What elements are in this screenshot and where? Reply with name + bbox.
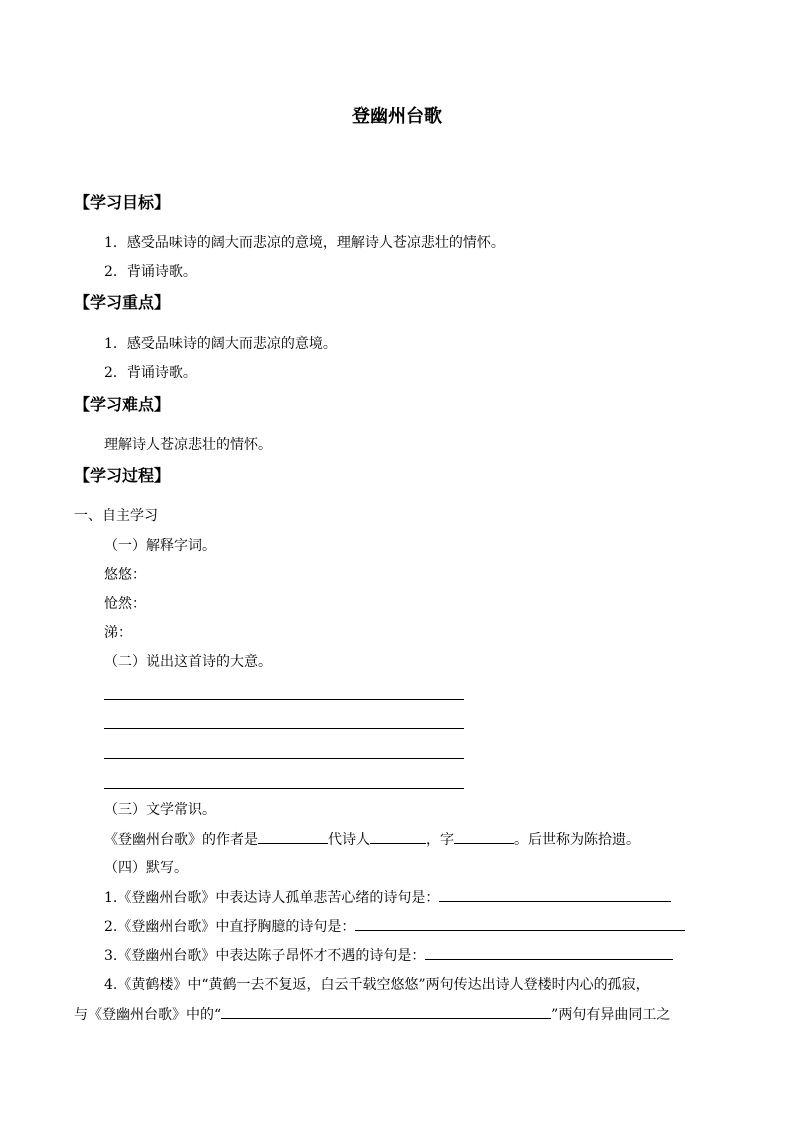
courtesy-name-blank[interactable] — [454, 831, 514, 844]
dictation-q1 — [104, 889, 671, 906]
goal-item-1: 1．感受品味诗的阔大而悲凉的意境，理解诗人苍凉悲壮的情怀。 — [104, 235, 505, 251]
goals-heading: 【学习目标】 — [74, 193, 171, 212]
answer-line-3[interactable] — [104, 758, 464, 759]
difficulties-heading: 【学习难点】 — [74, 395, 171, 414]
part-explain-words: （一）解释字词。 — [104, 538, 216, 554]
word-youyou: 悠悠： — [104, 567, 146, 583]
dictation-q4-line2 — [74, 1006, 670, 1023]
part-meaning: （二）说出这首诗的大意。 — [104, 654, 272, 670]
answer-line-4[interactable] — [104, 788, 464, 789]
key-points-heading: 【学习重点】 — [74, 293, 171, 312]
dictation-q3-text: 3.《登幽州台歌》中表达陈子昂怀才不遇的诗句是： — [104, 948, 426, 964]
word-ti: 涕： — [104, 625, 132, 641]
dictation-q1-text: 1.《登幽州台歌》中表达诗人孤单悲苦心绪的诗句是： — [104, 890, 440, 906]
page-title: 登幽州台歌 — [352, 106, 442, 127]
goal-item-2: 2．背诵诗歌。 — [104, 264, 197, 280]
dynasty-blank[interactable] — [258, 831, 328, 844]
key-point-item-1: 1．感受品味诗的阔大而悲凉的意境。 — [104, 336, 337, 352]
literature-text-1: 《登幽州台歌》的作者是 — [104, 832, 258, 848]
dictation-q3-blank[interactable] — [425, 947, 673, 960]
dictation-q4-text-b: ”两句有异曲同工之 — [551, 1007, 671, 1023]
literature-text-4: 。后世称为陈拾遗。 — [514, 832, 640, 848]
literature-text-2: 代诗人 — [328, 832, 370, 848]
process-heading: 【学习过程】 — [74, 466, 171, 485]
dictation-q4-blank[interactable] — [221, 1006, 551, 1019]
dictation-q4-line1: 4.《黄鹤楼》中“黄鹤一去不复返，白云千载空悠悠”两句传达出诗人登楼时内心的孤寂， — [104, 977, 650, 993]
dictation-q2 — [104, 918, 685, 935]
word-chuangran: 怆然： — [104, 596, 146, 612]
answer-line-2[interactable] — [104, 728, 464, 729]
section-self-study: 一、自主学习 — [74, 508, 158, 524]
poet-blank[interactable] — [370, 831, 426, 844]
part-literature: （三）文学常识。 — [104, 802, 216, 818]
literature-text-3: ，字 — [426, 832, 454, 848]
dictation-q2-blank[interactable] — [355, 918, 685, 931]
dictation-q1-blank[interactable] — [439, 889, 671, 902]
difficulties-text: 理解诗人苍凉悲壮的情怀。 — [104, 437, 272, 453]
dictation-q3 — [104, 947, 673, 964]
answer-line-1[interactable] — [104, 699, 464, 700]
literature-sentence — [104, 831, 640, 848]
part-dictation: （四）默写。 — [104, 860, 188, 876]
dictation-q2-text: 2.《登幽州台歌》中直抒胸臆的诗句是： — [104, 919, 356, 935]
dictation-q4-text-a: 与《登幽州台歌》中的“ — [74, 1007, 222, 1023]
key-point-item-2: 2．背诵诗歌。 — [104, 365, 197, 381]
